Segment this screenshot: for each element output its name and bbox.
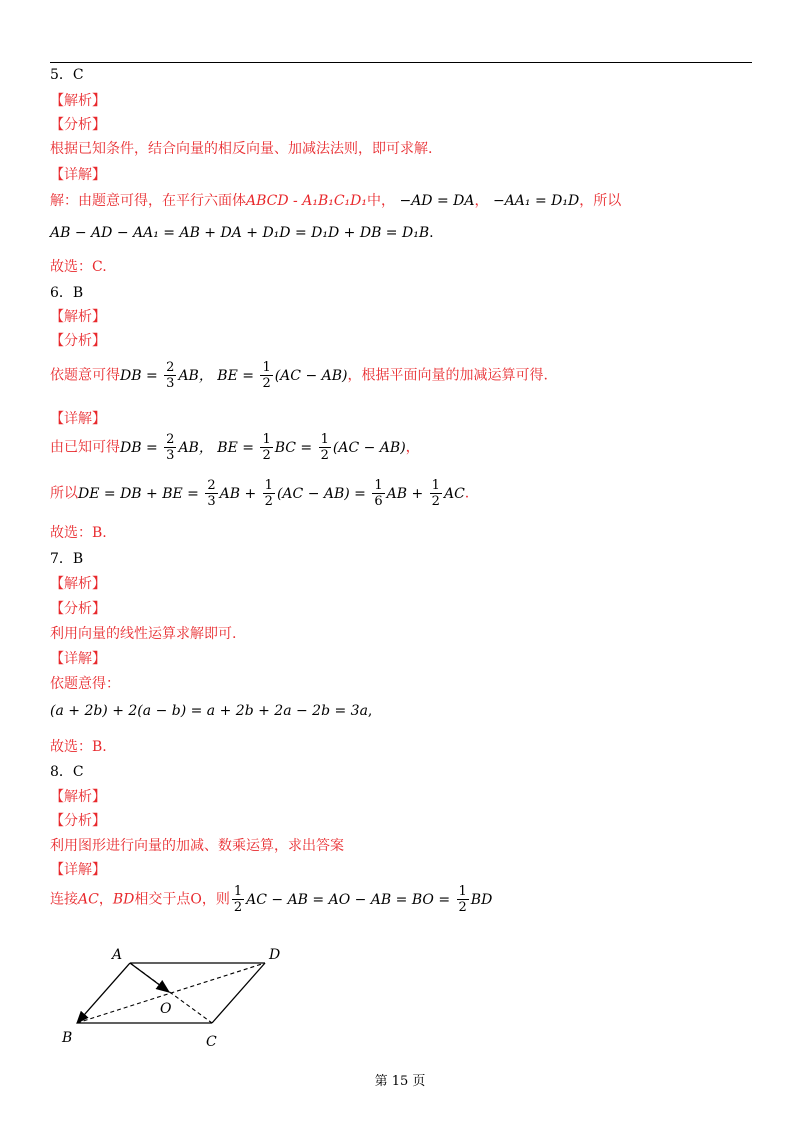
q8-detail-prefix: 连接 xyxy=(50,891,78,908)
q7-fenxi: 利用向量的线性运算求解即可. xyxy=(50,626,237,642)
vector-ao xyxy=(130,963,169,992)
q5-detail-end: ，所以 xyxy=(579,193,622,209)
page-footer: 第 15 页 xyxy=(374,1074,426,1089)
q5-number: 5．C xyxy=(50,67,84,83)
q6-fenxi-line xyxy=(50,360,548,391)
q6-detail-math1: DB = $\frac{2}{3}$ AB， BE = $\frac{1}{2}$ BC = $\frac{1}{2}$ (AC − AB) xyxy=(120,432,406,463)
q7-eq-line: (a + 2b) + 2(a − b) = a + 2b + 2a − 2b = 3a, xyxy=(50,703,373,719)
label-d: D xyxy=(269,947,281,963)
label-c: C xyxy=(206,1034,217,1050)
q8-detail-tag: 【详解】 xyxy=(50,862,106,878)
q6-fenxi-suffix: ，根据平面向量的加减运算可得. xyxy=(347,367,548,384)
q5-eq1: −AD = DA xyxy=(399,193,475,209)
q5-eq2: −AA₁ = D₁D xyxy=(492,193,580,209)
q7-analysis-tag: 【解析】 xyxy=(50,576,106,592)
q8-detail-line: 连接AC，BD相交于点O，则 $\frac{1}{2}$ AC − AB = AO − AB = BO = $\frac{1}{2}$ BD xyxy=(50,884,493,915)
q5-eq3: AB − AD − AA₁ = AB + DA + D₁D = D₁D + DB = D₁B xyxy=(50,225,430,241)
q7-number: 7．B xyxy=(50,551,84,567)
q5-fenxi: 根据已知条件，结合向量的相反向量、加减法法则，即可求解. xyxy=(50,141,433,157)
q8-bd: BD xyxy=(112,891,135,908)
q6-fenxi-tag: 【分析】 xyxy=(50,333,106,349)
parallelogram-figure xyxy=(50,935,310,1060)
q5-analysis-tag: 【解析】 xyxy=(50,93,106,109)
q8-number: 8．C xyxy=(50,764,84,780)
q8-ac: AC xyxy=(78,891,99,908)
q6-detail-prefix: 由已知可得 xyxy=(50,439,120,456)
q8-fenxi-tag: 【分析】 xyxy=(50,813,106,829)
q5-eq3-line: AB − AD − AA₁ = AB + DA + D₁D = D₁D + DB = D₁B. xyxy=(50,225,434,241)
q7-fenxi-tag: 【分析】 xyxy=(50,601,106,617)
q5-fenxi-tag: 【分析】 xyxy=(50,117,106,133)
q5-detail-line1: 解：由题意可得，在平行六面体ABCD - A₁B₁C₁D₁中， −AD = DA， −AA₁ = D₁D，所以 xyxy=(50,193,622,209)
label-b: B xyxy=(62,1030,73,1046)
q6-number: 6．B xyxy=(50,285,84,301)
q6-analysis-tag: 【解析】 xyxy=(50,309,106,325)
q6-detail-line2: 所以DE = DB + BE = $\frac{2}{3}$ AB + $\frac{1}{2}$ (AC − AB) = $\frac{1}{6}$ AB + $\frac{1}{2}$ AC. xyxy=(50,478,470,509)
q6-detail-tag: 【详解】 xyxy=(50,411,106,427)
q6-fenxi-math: DB = $\frac{2}{3}$ AB， BE = $\frac{1}{2}$ (AC − AB) xyxy=(120,360,348,391)
q6-answer: 故选：B. xyxy=(50,525,107,541)
q7-detail-tag: 【详解】 xyxy=(50,651,106,667)
q6-detail-math2: DE = DB + BE = $\frac{2}{3}$ AB + $\frac{1}{2}$ (AC − AB) = $\frac{1}{6}$ AB + $\frac{1}{2}$ AC xyxy=(78,478,465,509)
q5-detail-tag: 【详解】 xyxy=(50,167,106,183)
q6-fenxi-prefix: 依题意可得 xyxy=(50,367,120,384)
label-o: O xyxy=(160,1001,172,1017)
q8-detail-mid: 相交于点O，则 xyxy=(134,891,230,908)
q8-detail-math: $\frac{1}{2}$ AC − AB = AO − AB = BO = $\frac{1}{2}$ BD xyxy=(233,884,493,915)
q7-answer: 故选：B. xyxy=(50,739,107,755)
q5-detail-intro: 解：由题意可得，在平行六面体 xyxy=(50,193,246,209)
label-a: A xyxy=(112,947,123,963)
q8-fenxi: 利用图形进行向量的加减、数乘运算，求出答案 xyxy=(50,838,344,854)
header-rule xyxy=(50,62,752,63)
side-ab xyxy=(77,963,130,1023)
q6-detail-line1: 由已知可得DB = $\frac{2}{3}$ AB， BE = $\frac{1}{2}$ BC = $\frac{1}{2}$ (AC − AB)， xyxy=(50,432,420,463)
q6-detail2-prefix: 所以 xyxy=(50,485,78,502)
q5-solid: ABCD - A₁B₁C₁D₁ xyxy=(246,193,368,209)
q5-detail-mid: 中， xyxy=(367,193,396,209)
q7-detail-intro: 依题意得： xyxy=(50,676,120,692)
q8-analysis-tag: 【解析】 xyxy=(50,789,106,805)
q5-answer: 故选：C. xyxy=(50,259,107,275)
q7-eq: (a + 2b) + 2(a − b) = a + 2b + 2a − 2b = 3a xyxy=(50,703,368,719)
